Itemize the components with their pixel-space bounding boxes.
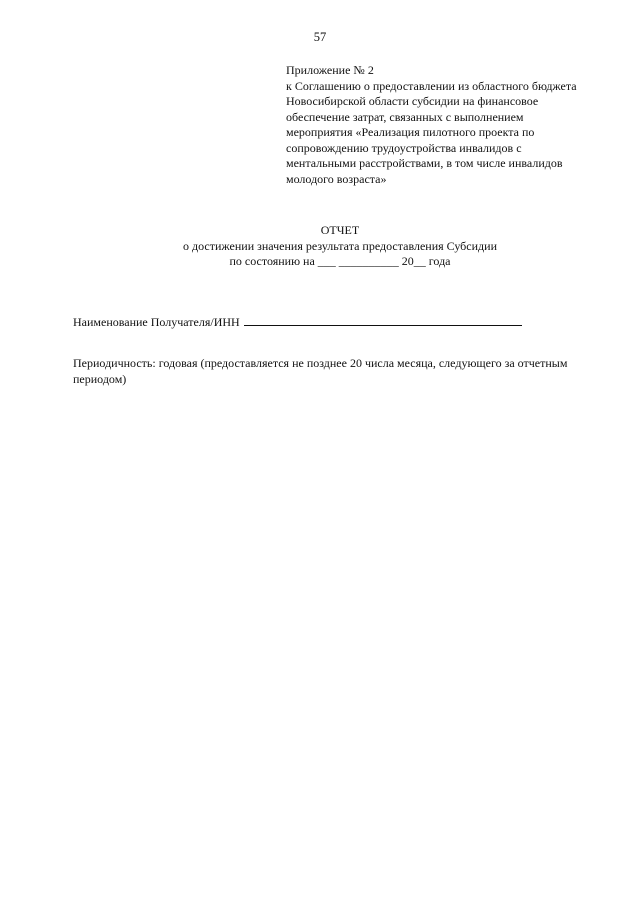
report-date-line: по состоянию на ___ __________ 20__ года [229,254,451,268]
periodicity-line: периодом) [73,371,127,386]
appendix-line: Новосибирской области субсидии на финансовое [286,94,539,108]
appendix-line: ментальными расстройствами, в том числе инвалидов [286,156,563,170]
recipient-blank [244,313,522,326]
periodicity-line: Периодичность: годовая (предоставляется не позднее 20 числа месяца, следующего за отчетным [73,356,568,370]
periodicity-text [73,356,618,387]
appendix-line: сопровождению трудоустройства инвалидов с [286,140,522,155]
page-number: 57 [313,30,327,44]
report-subtitle: о достижении значения результата предоставления Субсидии [183,238,497,253]
appendix-line: обеспечение затрат, связанных с выполнением [286,109,524,124]
report-heading [0,223,640,270]
appendix-note [286,63,616,187]
recipient-label: Наименование Получателя/ИНН [73,315,240,329]
report-title: ОТЧЕТ [320,223,360,237]
appendix-line: мероприятия «Реализация пилотного проекта по [286,125,535,139]
appendix-line: молодого возраста» [286,171,387,186]
recipient-field [73,313,522,331]
appendix-line: к Соглашению о предоставлении из областного бюджета [286,78,577,93]
appendix-line: Приложение № 2 [286,63,374,77]
